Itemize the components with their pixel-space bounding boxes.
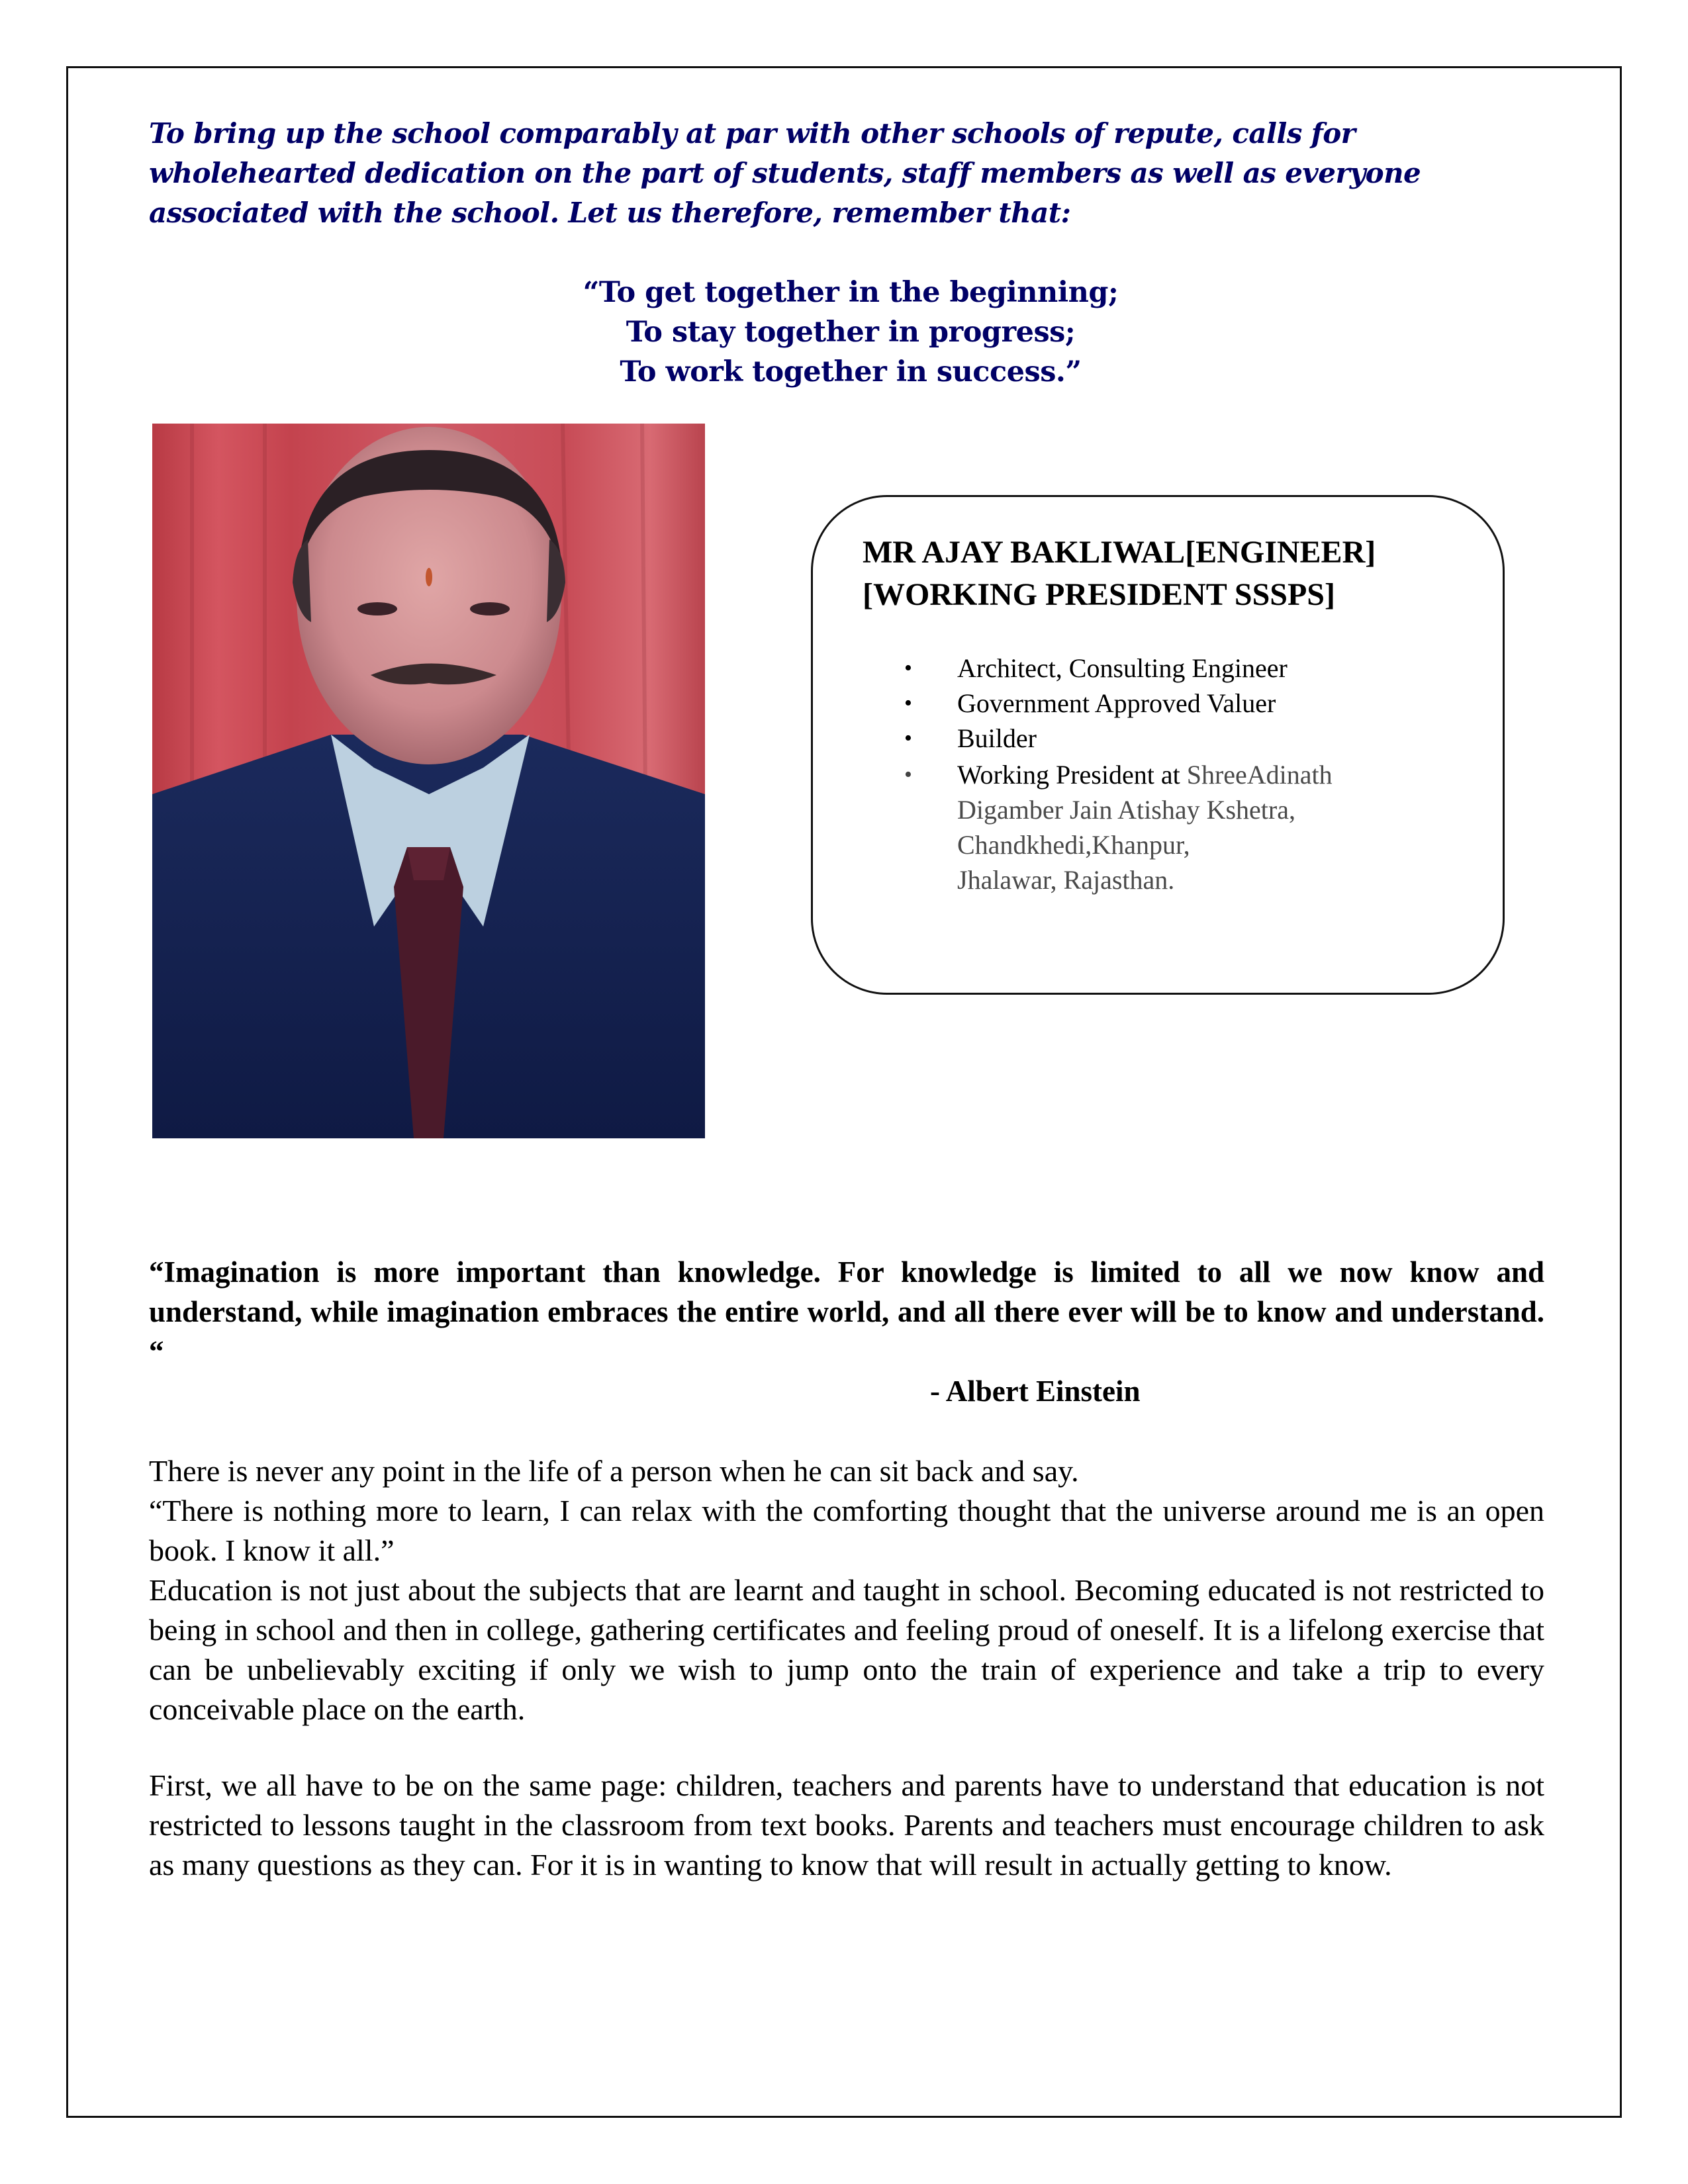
profile-name-title: MR AJAY BAKLIWAL[ENGINEER] (863, 535, 1376, 570)
einstein-quote: “Imagination is more important than knowledge. For knowledge is limited to all we now know and understand, while imagination embraces the entire world, and all there ever will be to know and understand. “ (149, 1255, 1544, 1368)
body-sentence: Education is not just about the subjects that are learnt and taught in school. Becoming educated is not restricted to being in school and then in college, gathering certificates and feeling proud of oneself. It is a lifelong exercise that can be unbelievably exciting if only we wish to jump onto the train of experience and take a trip to every conceivable place on the earth. (149, 1573, 1544, 1726)
motto-quote (149, 273, 1552, 392)
bullet-icon: • (904, 762, 912, 787)
credential-text: Government Approved Valuer (957, 688, 1276, 718)
organization-line: Digamber Jain Atishay Kshetra, (957, 795, 1295, 825)
credential-text: Architect, Consulting Engineer (957, 653, 1288, 683)
list-item (813, 651, 1501, 686)
motto-line: “To get together in the beginning; (583, 276, 1119, 309)
profile-heading (863, 531, 1498, 616)
credential-text: Builder (957, 723, 1037, 753)
body-quote: “There is nothing more to learn, I can relax with the comforting thought that the universe around me is an open book. I know it all.” (149, 1494, 1544, 1567)
credential-text: Working President at (957, 760, 1187, 790)
list-item (813, 686, 1501, 721)
body-paragraph-1 (149, 1451, 1544, 1729)
motto-line: To stay together in progress; (626, 316, 1076, 349)
bullet-icon: • (904, 656, 912, 680)
motto-line: To work together in success.” (620, 355, 1082, 388)
body-sentence: There is never any point in the life of a person when he can sit back and say. (149, 1454, 1079, 1488)
body-paragraph-2 (149, 1766, 1544, 1885)
profile-card (811, 495, 1505, 995)
list-item (813, 757, 1501, 897)
portrait-image (152, 424, 705, 1138)
list-item (813, 721, 1501, 756)
bullet-icon: • (904, 691, 912, 715)
organization-name: ShreeAdinath (1186, 760, 1333, 790)
profile-role-title: [WORKING PRESIDENT SSSPS] (863, 577, 1335, 612)
organization-line: Jhalawar, Rajasthan. (957, 865, 1175, 895)
body-sentence: First, we all have to be on the same page: children, teachers and parents have to understand that education is not restricted to lessons taught in the classroom from text books. Parents and teachers must encourage children to ask as many questions as they can. For it is in wanting to know that will result in actually getting to know. (149, 1768, 1544, 1882)
profile-credentials-list (813, 651, 1501, 897)
intro-paragraph: To bring up the school comparably at par with other schools of repute, calls for wholehearted dedication on the part of students, staff members as well as everyone associated with the school. Let us therefore, remember that: (149, 117, 1421, 229)
portrait-photo (152, 424, 705, 1138)
organization-line: Chandkhedi,Khanpur, (957, 830, 1190, 860)
quote-attribution: - Albert Einstein (930, 1375, 1141, 1408)
bullet-icon: • (904, 726, 912, 751)
